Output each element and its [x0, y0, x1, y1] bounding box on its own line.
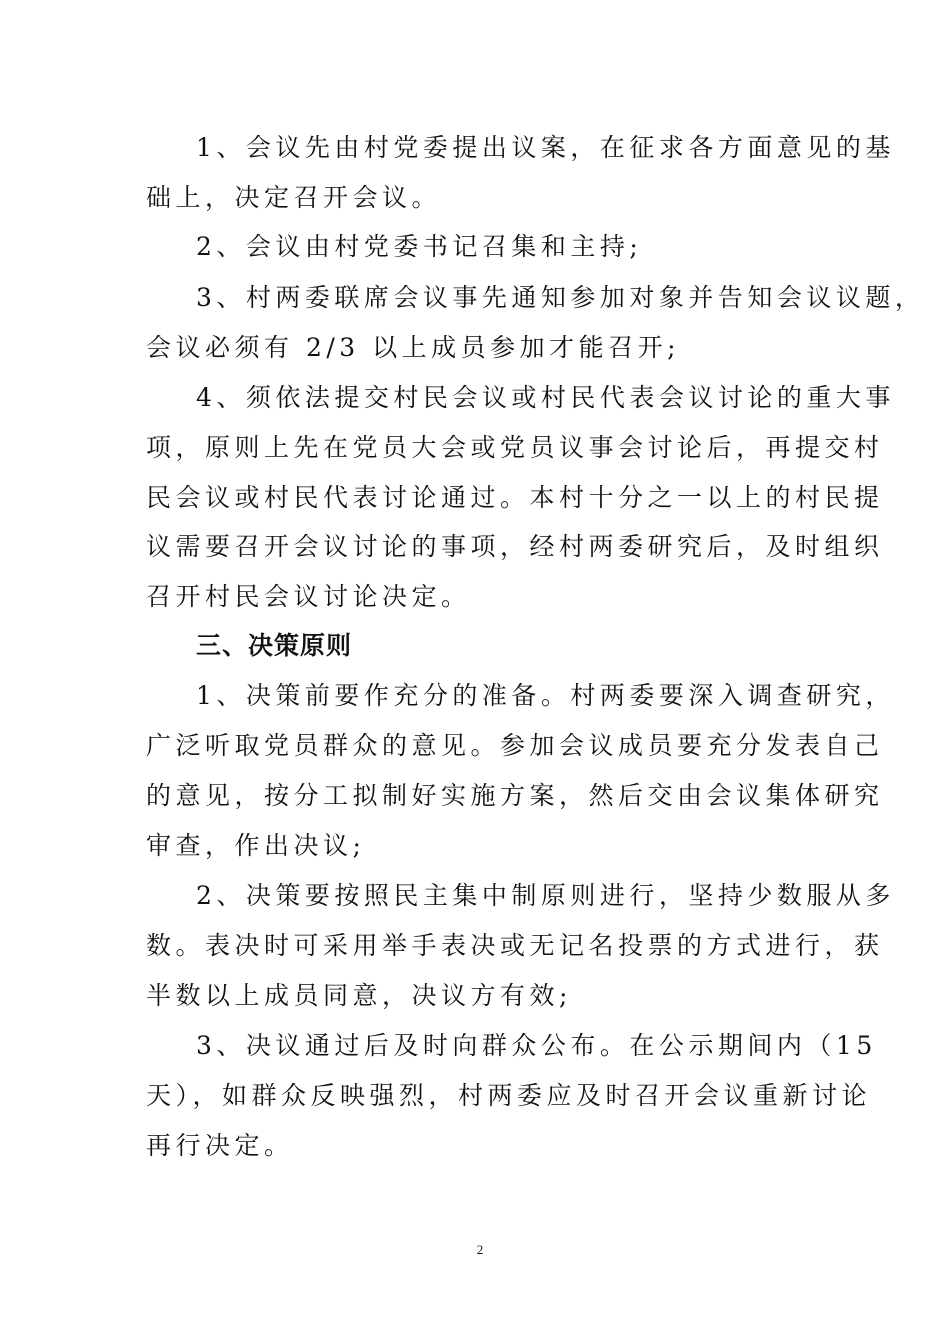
text-line: 天），如群众反映强烈，村两委应及时召开会议重新讨论: [146, 1081, 872, 1110]
text-line: 召开村民会议讨论决定。: [146, 582, 471, 611]
text-line: 1、决策前要作充分的准备。村两委要深入调查研究，: [196, 681, 895, 710]
text-line: 1、会议先由村党委提出议案，在征求各方面意见的基: [196, 133, 895, 162]
text-line: 4、须依法提交村民会议或村民代表会议讨论的重大事: [196, 383, 895, 412]
section-heading: 三、决策原则: [196, 631, 353, 660]
page-number: 2: [476, 1242, 484, 1257]
text-line: 审查，作出决议;: [146, 831, 366, 860]
text-line: 项，原则上先在党员大会或党员议事会讨论后，再提交村: [146, 433, 884, 462]
text-line: 议需要召开会议讨论的事项，经村两委研究后，及时组织: [146, 532, 884, 561]
text-line: 会议必须有 2/3 以上成员参加才能召开;: [146, 333, 681, 362]
text-line: 的意见，按分工拟制好实施方案，然后交由会议集体研究: [146, 781, 884, 810]
text-line: 2、决策要按照民主集中制原则进行，坚持少数服从多: [196, 881, 895, 910]
text-line: 半数以上成员同意，决议方有效;: [146, 981, 572, 1010]
text-line: 2、会议由村党委书记召集和主持;: [196, 232, 643, 261]
text-line: 民会议或村民代表讨论通过。本村十分之一以上的村民提: [146, 483, 884, 512]
text-line: 3、村两委联席会议事先通知参加对象并告知会议议题，: [196, 283, 925, 312]
text-line: 数。表决时可采用举手表决或无记名投票的方式进行，获: [146, 931, 884, 960]
text-line: 再行决定。: [146, 1131, 294, 1160]
text-line: 广泛听取党员群众的意见。参加会议成员要充分发表自己: [146, 731, 884, 760]
text-line: 3、决议通过后及时向群众公布。在公示期间内（15: [196, 1031, 877, 1060]
text-line: 础上，决定召开会议。: [146, 183, 442, 212]
